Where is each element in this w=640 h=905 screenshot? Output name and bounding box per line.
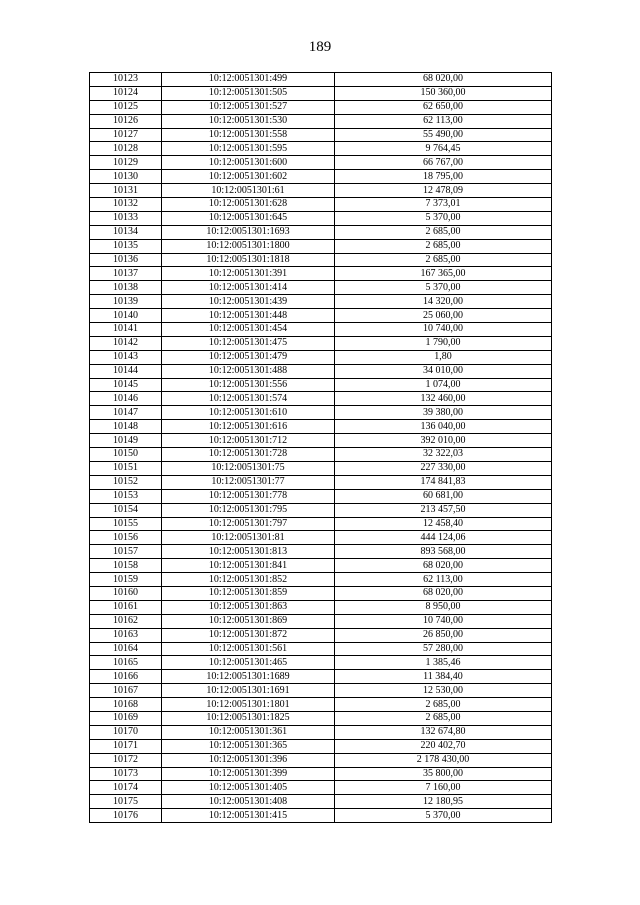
- table-row: [90, 753, 552, 767]
- cadastral-number-cell: 10:12:0051301:795: [162, 503, 335, 517]
- table-row: [90, 225, 552, 239]
- table-row: [90, 711, 552, 725]
- registry-table: [89, 72, 552, 823]
- table-row: [90, 489, 552, 503]
- table-row: [90, 100, 552, 114]
- table-row: [90, 364, 552, 378]
- value-cell: 14 320,00: [335, 295, 552, 309]
- value-cell: 2 685,00: [335, 239, 552, 253]
- row-number-cell: 10143: [90, 350, 162, 364]
- cadastral-number-cell: 10:12:0051301:499: [162, 73, 335, 87]
- table-row: [90, 170, 552, 184]
- value-cell: 66 767,00: [335, 156, 552, 170]
- row-number-cell: 10134: [90, 225, 162, 239]
- row-number-cell: 10153: [90, 489, 162, 503]
- table-row: [90, 184, 552, 198]
- value-cell: 220 402,70: [335, 739, 552, 753]
- cadastral-number-cell: 10:12:0051301:872: [162, 628, 335, 642]
- table-row: [90, 614, 552, 628]
- row-number-cell: 10149: [90, 434, 162, 448]
- table-row: [90, 239, 552, 253]
- table-row: [90, 309, 552, 323]
- value-cell: 2 685,00: [335, 253, 552, 267]
- value-cell: 8 950,00: [335, 600, 552, 614]
- value-cell: 132 674,80: [335, 725, 552, 739]
- value-cell: 5 370,00: [335, 809, 552, 823]
- row-number-cell: 10161: [90, 600, 162, 614]
- cadastral-number-cell: 10:12:0051301:75: [162, 461, 335, 475]
- row-number-cell: 10170: [90, 725, 162, 739]
- value-cell: 132 460,00: [335, 392, 552, 406]
- cadastral-number-cell: 10:12:0051301:405: [162, 781, 335, 795]
- cadastral-number-cell: 10:12:0051301:81: [162, 531, 335, 545]
- value-cell: 35 800,00: [335, 767, 552, 781]
- table-row: [90, 628, 552, 642]
- page-number: 189: [308, 39, 332, 55]
- cadastral-number-cell: 10:12:0051301:1818: [162, 253, 335, 267]
- row-number-cell: 10158: [90, 559, 162, 573]
- table-row: [90, 573, 552, 587]
- row-number-cell: 10169: [90, 711, 162, 725]
- cadastral-number-cell: 10:12:0051301:602: [162, 170, 335, 184]
- value-cell: 11 384,40: [335, 670, 552, 684]
- table-row: [90, 461, 552, 475]
- cadastral-number-cell: 10:12:0051301:1800: [162, 239, 335, 253]
- row-number-cell: 10156: [90, 531, 162, 545]
- cadastral-number-cell: 10:12:0051301:1689: [162, 670, 335, 684]
- cadastral-number-cell: 10:12:0051301:448: [162, 309, 335, 323]
- value-cell: 392 010,00: [335, 434, 552, 448]
- table-row: [90, 670, 552, 684]
- cadastral-number-cell: 10:12:0051301:841: [162, 559, 335, 573]
- cadastral-number-cell: 10:12:0051301:610: [162, 406, 335, 420]
- value-cell: 167 365,00: [335, 267, 552, 281]
- row-number-cell: 10138: [90, 281, 162, 295]
- table-row: [90, 531, 552, 545]
- cadastral-number-cell: 10:12:0051301:391: [162, 267, 335, 281]
- value-cell: 1 790,00: [335, 336, 552, 350]
- row-number-cell: 10131: [90, 184, 162, 198]
- cadastral-number-cell: 10:12:0051301:558: [162, 128, 335, 142]
- cadastral-number-cell: 10:12:0051301:361: [162, 725, 335, 739]
- row-number-cell: 10137: [90, 267, 162, 281]
- cadastral-number-cell: 10:12:0051301:530: [162, 114, 335, 128]
- cadastral-number-cell: 10:12:0051301:414: [162, 281, 335, 295]
- table-row: [90, 725, 552, 739]
- value-cell: 68 020,00: [335, 559, 552, 573]
- value-cell: 174 841,83: [335, 475, 552, 489]
- value-cell: 62 113,00: [335, 114, 552, 128]
- cadastral-number-cell: 10:12:0051301:556: [162, 378, 335, 392]
- row-number-cell: 10141: [90, 323, 162, 337]
- table-row: [90, 503, 552, 517]
- value-cell: 60 681,00: [335, 489, 552, 503]
- value-cell: 9 764,45: [335, 142, 552, 156]
- value-cell: 12 478,09: [335, 184, 552, 198]
- cadastral-number-cell: 10:12:0051301:852: [162, 573, 335, 587]
- value-cell: 2 685,00: [335, 225, 552, 239]
- table-row: [90, 434, 552, 448]
- row-number-cell: 10166: [90, 670, 162, 684]
- table-row: [90, 739, 552, 753]
- table-row: [90, 406, 552, 420]
- row-number-cell: 10146: [90, 392, 162, 406]
- value-cell: 2 178 430,00: [335, 753, 552, 767]
- table-row: [90, 336, 552, 350]
- value-cell: 5 370,00: [335, 281, 552, 295]
- row-number-cell: 10159: [90, 573, 162, 587]
- table-row: [90, 392, 552, 406]
- cadastral-number-cell: 10:12:0051301:712: [162, 434, 335, 448]
- table-row: [90, 86, 552, 100]
- cadastral-number-cell: 10:12:0051301:628: [162, 198, 335, 212]
- value-cell: 227 330,00: [335, 461, 552, 475]
- table-row: [90, 128, 552, 142]
- cadastral-number-cell: 10:12:0051301:1693: [162, 225, 335, 239]
- row-number-cell: 10142: [90, 336, 162, 350]
- cadastral-number-cell: 10:12:0051301:797: [162, 517, 335, 531]
- table-row: [90, 698, 552, 712]
- table-row: [90, 767, 552, 781]
- row-number-cell: 10162: [90, 614, 162, 628]
- value-cell: 2 685,00: [335, 711, 552, 725]
- value-cell: 62 113,00: [335, 573, 552, 587]
- cadastral-number-cell: 10:12:0051301:778: [162, 489, 335, 503]
- value-cell: 213 457,50: [335, 503, 552, 517]
- cadastral-number-cell: 10:12:0051301:408: [162, 795, 335, 809]
- row-number-cell: 10171: [90, 739, 162, 753]
- row-number-cell: 10167: [90, 684, 162, 698]
- table-row: [90, 781, 552, 795]
- value-cell: 10 740,00: [335, 614, 552, 628]
- cadastral-number-cell: 10:12:0051301:439: [162, 295, 335, 309]
- table-row: [90, 114, 552, 128]
- row-number-cell: 10157: [90, 545, 162, 559]
- cadastral-number-cell: 10:12:0051301:77: [162, 475, 335, 489]
- value-cell: 1 074,00: [335, 378, 552, 392]
- row-number-cell: 10128: [90, 142, 162, 156]
- table-row: [90, 475, 552, 489]
- table-row: [90, 684, 552, 698]
- value-cell: 893 568,00: [335, 545, 552, 559]
- value-cell: 2 685,00: [335, 698, 552, 712]
- cadastral-number-cell: 10:12:0051301:574: [162, 392, 335, 406]
- cadastral-number-cell: 10:12:0051301:488: [162, 364, 335, 378]
- table-row: [90, 198, 552, 212]
- row-number-cell: 10127: [90, 128, 162, 142]
- table-row: [90, 73, 552, 87]
- value-cell: 7 373,01: [335, 198, 552, 212]
- cadastral-number-cell: 10:12:0051301:600: [162, 156, 335, 170]
- cadastral-number-cell: 10:12:0051301:863: [162, 600, 335, 614]
- row-number-cell: 10140: [90, 309, 162, 323]
- row-number-cell: 10176: [90, 809, 162, 823]
- row-number-cell: 10145: [90, 378, 162, 392]
- cadastral-number-cell: 10:12:0051301:527: [162, 100, 335, 114]
- cadastral-number-cell: 10:12:0051301:479: [162, 350, 335, 364]
- cadastral-number-cell: 10:12:0051301:365: [162, 739, 335, 753]
- row-number-cell: 10175: [90, 795, 162, 809]
- row-number-cell: 10133: [90, 211, 162, 225]
- value-cell: 34 010,00: [335, 364, 552, 378]
- value-cell: 1 385,46: [335, 656, 552, 670]
- table-row: [90, 545, 552, 559]
- cadastral-number-cell: 10:12:0051301:859: [162, 586, 335, 600]
- row-number-cell: 10163: [90, 628, 162, 642]
- value-cell: 136 040,00: [335, 420, 552, 434]
- row-number-cell: 10168: [90, 698, 162, 712]
- table-row: [90, 267, 552, 281]
- value-cell: 12 180,95: [335, 795, 552, 809]
- cadastral-number-cell: 10:12:0051301:415: [162, 809, 335, 823]
- value-cell: 62 650,00: [335, 100, 552, 114]
- table-row: [90, 656, 552, 670]
- registry-table-body: [90, 73, 552, 823]
- value-cell: 5 370,00: [335, 211, 552, 225]
- row-number-cell: 10155: [90, 517, 162, 531]
- value-cell: 150 360,00: [335, 86, 552, 100]
- cadastral-number-cell: 10:12:0051301:1691: [162, 684, 335, 698]
- row-number-cell: 10123: [90, 73, 162, 87]
- table-row: [90, 809, 552, 823]
- table-row: [90, 600, 552, 614]
- cadastral-number-cell: 10:12:0051301:475: [162, 336, 335, 350]
- cadastral-number-cell: 10:12:0051301:561: [162, 642, 335, 656]
- value-cell: 39 380,00: [335, 406, 552, 420]
- cadastral-number-cell: 10:12:0051301:869: [162, 614, 335, 628]
- table-row: [90, 211, 552, 225]
- row-number-cell: 10174: [90, 781, 162, 795]
- value-cell: 12 530,00: [335, 684, 552, 698]
- table-row: [90, 350, 552, 364]
- row-number-cell: 10130: [90, 170, 162, 184]
- cadastral-number-cell: 10:12:0051301:399: [162, 767, 335, 781]
- row-number-cell: 10164: [90, 642, 162, 656]
- table-row: [90, 586, 552, 600]
- value-cell: 68 020,00: [335, 586, 552, 600]
- value-cell: 57 280,00: [335, 642, 552, 656]
- cadastral-number-cell: 10:12:0051301:454: [162, 323, 335, 337]
- row-number-cell: 10173: [90, 767, 162, 781]
- row-number-cell: 10126: [90, 114, 162, 128]
- cadastral-number-cell: 10:12:0051301:813: [162, 545, 335, 559]
- cadastral-number-cell: 10:12:0051301:616: [162, 420, 335, 434]
- table-row: [90, 156, 552, 170]
- table-row: [90, 559, 552, 573]
- row-number-cell: 10148: [90, 420, 162, 434]
- row-number-cell: 10150: [90, 448, 162, 462]
- row-number-cell: 10152: [90, 475, 162, 489]
- row-number-cell: 10129: [90, 156, 162, 170]
- row-number-cell: 10135: [90, 239, 162, 253]
- row-number-cell: 10154: [90, 503, 162, 517]
- cadastral-number-cell: 10:12:0051301:645: [162, 211, 335, 225]
- value-cell: 10 740,00: [335, 323, 552, 337]
- row-number-cell: 10136: [90, 253, 162, 267]
- table-row: [90, 420, 552, 434]
- cadastral-number-cell: 10:12:0051301:1825: [162, 711, 335, 725]
- cadastral-number-cell: 10:12:0051301:396: [162, 753, 335, 767]
- row-number-cell: 10125: [90, 100, 162, 114]
- value-cell: 25 060,00: [335, 309, 552, 323]
- row-number-cell: 10160: [90, 586, 162, 600]
- cadastral-number-cell: 10:12:0051301:728: [162, 448, 335, 462]
- value-cell: 444 124,06: [335, 531, 552, 545]
- value-cell: 18 795,00: [335, 170, 552, 184]
- row-number-cell: 10172: [90, 753, 162, 767]
- row-number-cell: 10132: [90, 198, 162, 212]
- table-row: [90, 253, 552, 267]
- value-cell: 55 490,00: [335, 128, 552, 142]
- table-row: [90, 448, 552, 462]
- table-row: [90, 795, 552, 809]
- table-row: [90, 517, 552, 531]
- value-cell: 26 850,00: [335, 628, 552, 642]
- table-row: [90, 323, 552, 337]
- row-number-cell: 10151: [90, 461, 162, 475]
- cadastral-number-cell: 10:12:0051301:465: [162, 656, 335, 670]
- row-number-cell: 10165: [90, 656, 162, 670]
- value-cell: 32 322,03: [335, 448, 552, 462]
- value-cell: 12 458,40: [335, 517, 552, 531]
- table-row: [90, 378, 552, 392]
- value-cell: 68 020,00: [335, 73, 552, 87]
- cadastral-number-cell: 10:12:0051301:595: [162, 142, 335, 156]
- cadastral-number-cell: 10:12:0051301:61: [162, 184, 335, 198]
- table-row: [90, 281, 552, 295]
- table-row: [90, 295, 552, 309]
- value-cell: 1,80: [335, 350, 552, 364]
- table-row: [90, 642, 552, 656]
- cadastral-number-cell: 10:12:0051301:505: [162, 86, 335, 100]
- row-number-cell: 10144: [90, 364, 162, 378]
- value-cell: 7 160,00: [335, 781, 552, 795]
- row-number-cell: 10139: [90, 295, 162, 309]
- row-number-cell: 10124: [90, 86, 162, 100]
- table-row: [90, 142, 552, 156]
- row-number-cell: 10147: [90, 406, 162, 420]
- cadastral-number-cell: 10:12:0051301:1801: [162, 698, 335, 712]
